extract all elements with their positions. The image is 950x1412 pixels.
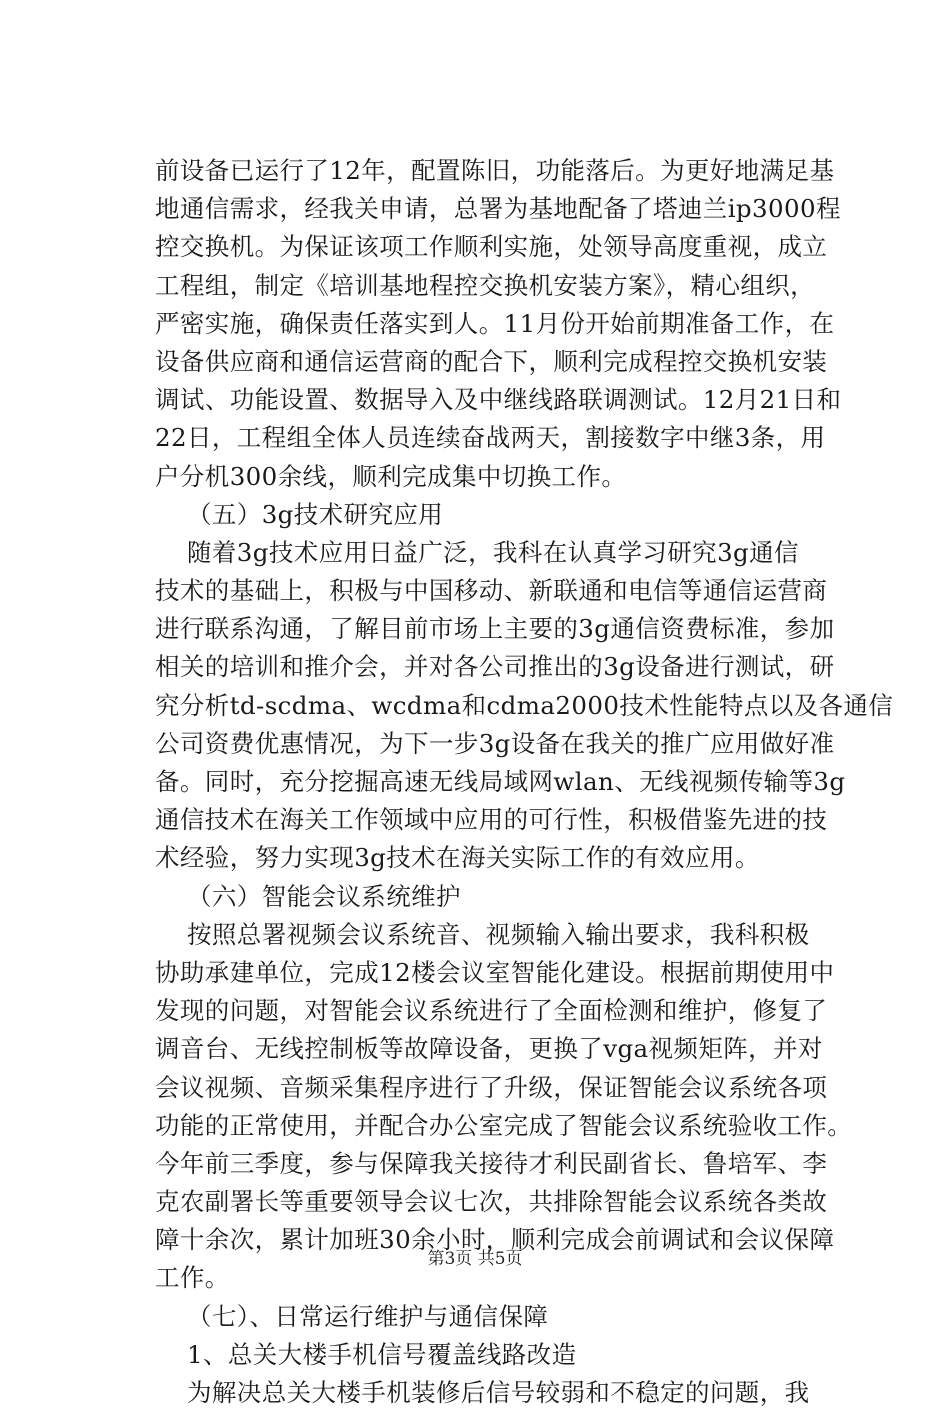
text-line: 控交换机。为保证该项工作顺利实施，处领导高度重视，成立 (155, 232, 828, 262)
text-line: 相关的培训和推介会，并对各公司推出的3g设备进行测试，研 (155, 652, 835, 682)
section-heading: （五）3g技术研究应用 (187, 499, 444, 529)
text-line: 工程组，制定《培训基地程控交换机安装方案》，精心组织， (155, 270, 816, 300)
text-line: 通信技术在海关工作领域中应用的可行性，积极借鉴先进的技 (155, 805, 828, 835)
text-line: 地通信需求，经我关申请，总署为基地配备了塔迪兰ip3000程 (155, 194, 841, 224)
text-line: 调音台、无线控制板等故障设备，更换了vga视频矩阵，并对 (155, 1034, 823, 1064)
text-line: 障十余次，累计加班30余小时，顺利完成会前调试和会议保障 (155, 1225, 835, 1255)
text-line: 进行联系沟通，了解目前市场上主要的3g通信资费标准，参加 (155, 614, 835, 644)
text-line: 户分机300余线，顺利完成集中切换工作。 (155, 461, 627, 491)
text-line: 究分析td-scdma、wcdma和cdma2000技术性能特点以及各通信 (155, 690, 894, 720)
text-line: 会议视频、音频采集程序进行了升级，保证智能会议系统各项 (155, 1072, 828, 1102)
text-line: 按照总署视频会议系统音、视频输入输出要求，我科积极 (187, 919, 810, 949)
text-line: 工作。 (155, 1263, 230, 1293)
section-heading: 1、总关大楼手机信号覆盖线路改造 (187, 1339, 577, 1369)
text-line: 术经验，努力实现3g技术在海关实际工作的有效应用。 (155, 843, 760, 873)
text-line: 公司资费优惠情况，为下一步3g设备在我关的推广应用做好准 (155, 728, 835, 758)
text-line: 22日，工程组全体人员连续奋战两天，割接数字中继3条，用 (155, 423, 826, 453)
text-line: 调试、功能设置、数据导入及中继线路联调测试。12月21日和 (155, 385, 842, 415)
page-number-footer: 第3页 共5页 (427, 1249, 523, 1269)
text-line: 功能的正常使用，并配合办公室完成了智能会议系统验收工作。 (155, 1110, 853, 1140)
text-line: 为解决总关大楼手机装修后信号较弱和不稳定的问题，我 (187, 1378, 810, 1407)
text-line: 设备供应商和通信运营商的配合下，顺利完成程控交换机安装 (155, 346, 828, 376)
text-line: 严密实施，确保责任落实到人。11月份开始前期准备工作，在 (155, 308, 835, 338)
text-line: 备。同时，充分挖掘高速无线局域网wlan、无线视频传输等3g (155, 767, 846, 796)
text-line: 随着3g技术应用日益广泛，我科在认真学习研究3g通信 (187, 537, 799, 567)
text-line: 发现的问题，对智能会议系统进行了全面检测和维护，修复了 (155, 996, 828, 1026)
section-heading: （六）智能会议系统维护 (187, 881, 461, 911)
text-line: 今年前三季度，参与保障我关接待才利民副省长、鲁培军、李 (155, 1148, 828, 1178)
text-line: 协助承建单位，完成12楼会议室智能化建设。根据前期使用中 (155, 957, 835, 987)
text-line: 前设备已运行了12年，配置陈旧，功能落后。为更好地满足基 (155, 156, 835, 185)
text-line: 克农副署长等重要领导会议七次，共排除智能会议系统各类故 (155, 1187, 828, 1217)
document-body (155, 152, 894, 1412)
text-line: 技术的基础上，积极与中国移动、新联通和电信等通信运营商 (155, 576, 828, 606)
section-heading: （七）、日常运行维护与通信保障 (187, 1301, 549, 1331)
